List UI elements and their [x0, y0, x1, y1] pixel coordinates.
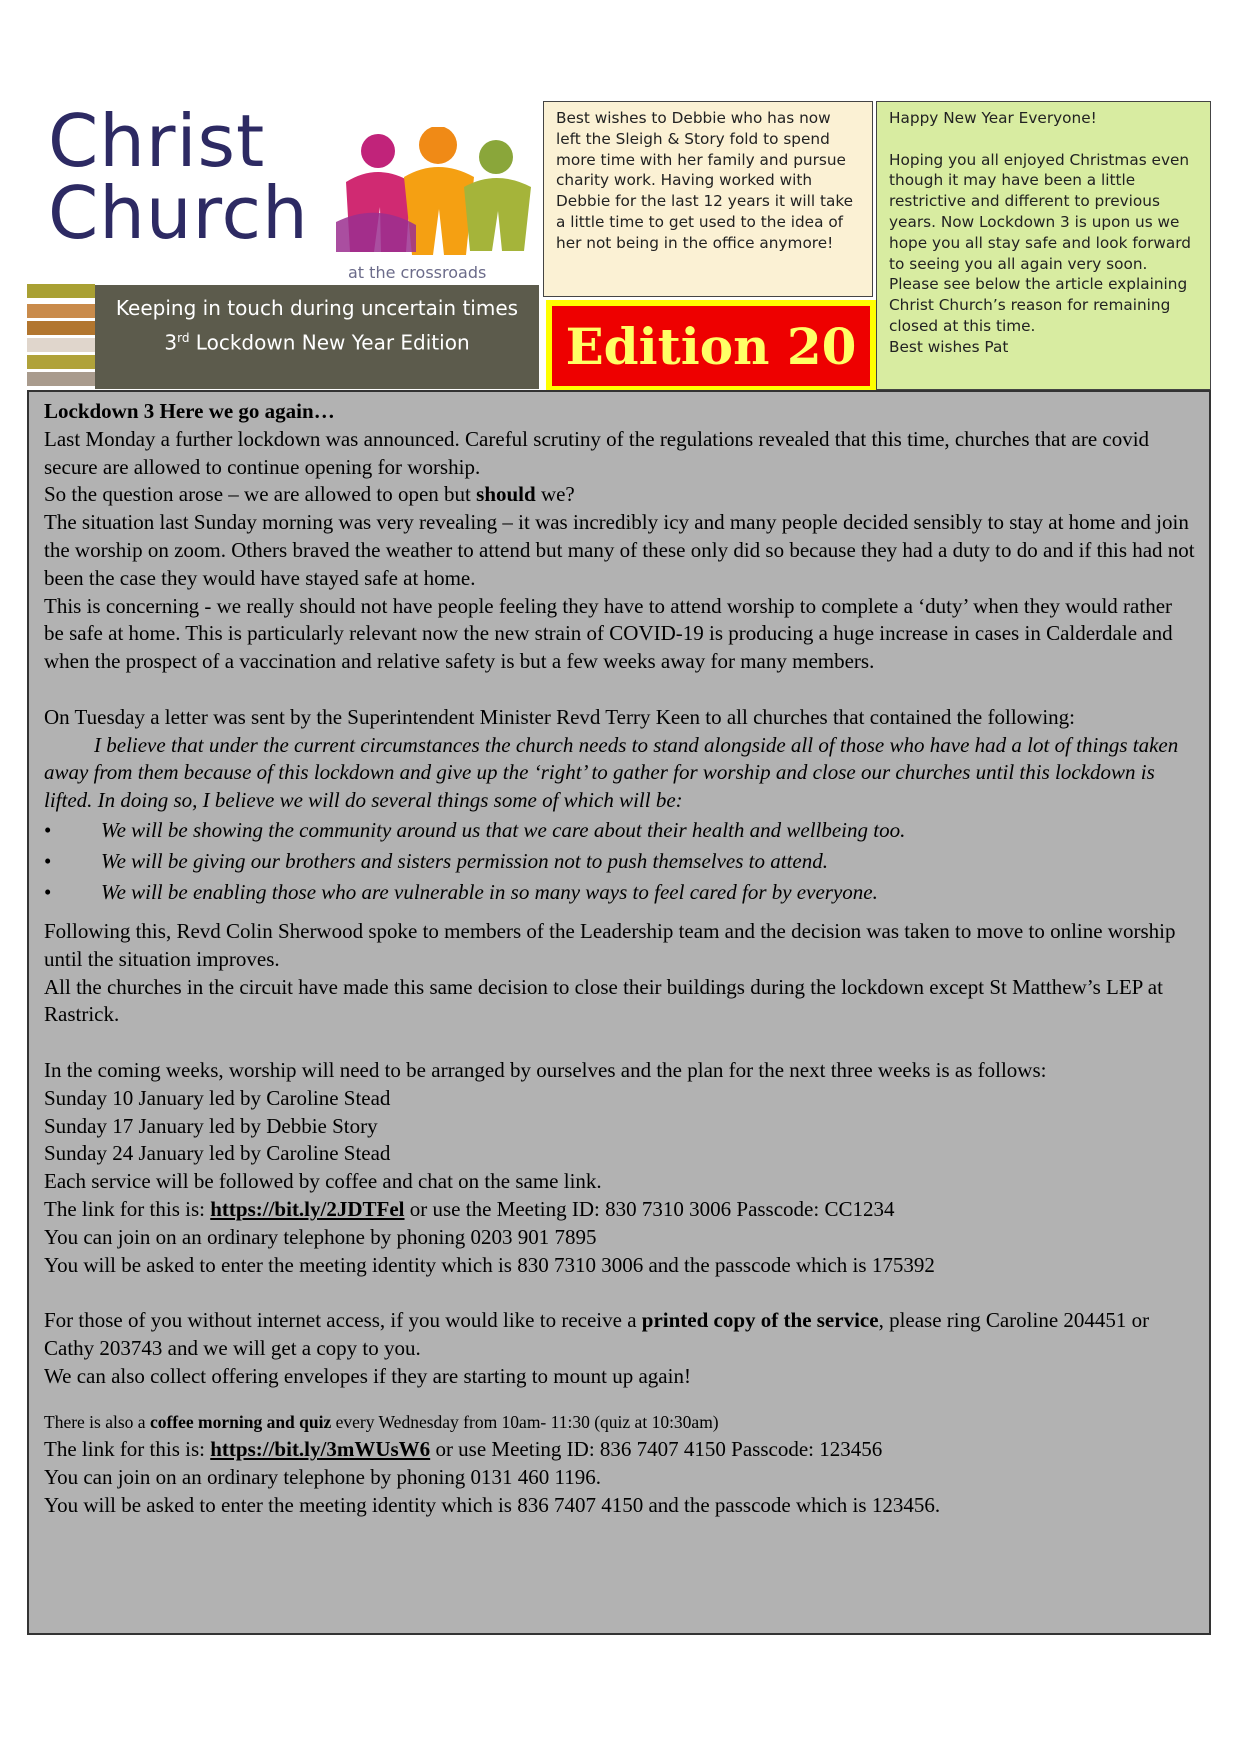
farewell-note: Best wishes to Debbie who has now left the Sleigh & Story fold to spend more time with her family and pursue charity work. Having worked with Debbie for the last 12 years it will take a little time to get used to the idea of her not being in the office anymore! [543, 101, 873, 297]
banner-edition-name: Lockdown New Year Edition [189, 330, 470, 355]
emphasis: printed copy of the service [641, 1308, 879, 1333]
article-paragraph [44, 1409, 1195, 1437]
bullet-icon: • [44, 848, 52, 873]
article-paragraph: Following this, Revd Colin Sherwood spoke to members of the Leadership team and the decision was taken to move to online worship until the situation improves. [44, 918, 1176, 971]
people-figures-icon [336, 127, 536, 257]
article-paragraph: You can join on an ordinary telephone by phoning 0203 901 7895 [44, 1224, 597, 1249]
logo-word-church: Church [48, 171, 309, 255]
list-item [44, 877, 1195, 908]
stripe-brown [27, 321, 95, 335]
article-paragraph: Last Monday a further lockdown was announced. Careful scrutiny of the regulations revealed that this time, churches that are covid secure are allowed to continue opening for worship. [44, 426, 1150, 479]
text-run: So the question arose – we are allowed to open but [44, 482, 477, 507]
text-run: , please ring Caroline 204451 or Cathy 203743 and we will get a copy to you. [44, 1308, 1150, 1360]
stripe-grey [27, 372, 95, 386]
bullet-icon: • [44, 879, 52, 904]
text-run: There is also a [44, 1411, 150, 1432]
text-run: we? [535, 482, 575, 507]
emphasis: should [476, 482, 536, 507]
edition-number: Edition 20 [552, 306, 870, 386]
article-paragraph: You will be asked to enter the meeting identity which is 830 7310 3006 and the passcode which is 175392 [44, 1252, 935, 1277]
stripe-light [27, 338, 95, 352]
text-run: The link for this is: [44, 1196, 211, 1221]
banner-ordinal-suffix: rd [177, 331, 190, 345]
new-year-greeting: Happy New Year Everyone! [889, 109, 1097, 127]
logo-tagline: at the crossroads [348, 263, 487, 282]
schedule-item: Sunday 24 January led by Caroline Stead [44, 1141, 391, 1166]
text-run: or use Meeting ID: 836 7407 4150 Passcode: 123456 [430, 1437, 883, 1462]
new-year-signoff: Best wishes Pat [889, 337, 1009, 356]
text-run: or use the Meeting ID: 830 7310 3006 Passcode: CC1234 [404, 1196, 895, 1221]
new-year-note [876, 101, 1211, 390]
logo-word-christ: Christ [48, 99, 266, 183]
text-run: The link for this is: [44, 1437, 211, 1462]
stripe-olive-2 [27, 355, 95, 369]
article-paragraph: Each service will be followed by coffee and chat on the same link. [44, 1169, 602, 1194]
article [27, 390, 1211, 1635]
article-paragraph: In the coming weeks, worship will need to be arranged by ourselves and the plan for the next three weeks is as follows: [44, 1057, 1047, 1082]
meeting-link-line [44, 1436, 1195, 1464]
article-paragraph [44, 481, 1195, 509]
article-paragraph: The situation last Sunday morning was very revealing – it was incredibly icy and many people decided sensibly to stay at home and join the worship on zoom. Others braved the weather to attend but many of these only did so because they had a duty to do and if this had not been the case they would have stayed safe at home. [44, 510, 1195, 590]
text-run: For those of you without internet access, if you would like to receive a [44, 1308, 642, 1333]
banner-line-1: Keeping in touch during uncertain times [115, 296, 519, 320]
article-paragraph: All the churches in the circuit have made this same decision to close their buildings during the lockdown except St Matthew’s LEP at Rastrick. [44, 974, 1163, 1027]
banner-line-2 [95, 323, 539, 358]
zoom-link-sunday[interactable]: https://bit.ly/2JDTFel [210, 1196, 405, 1221]
zoom-link-wednesday[interactable]: https://bit.ly/3mWUsW6 [210, 1437, 431, 1462]
church-logo [48, 99, 538, 285]
article-paragraph: You can join on an ordinary telephone by phoning 0131 460 1196. [44, 1465, 602, 1490]
quoted-letter: I believe that under the current circumstances the church needs to stand alongside all of those who have had a lot of things taken away from them because of this lockdown and give up the ‘right’ to gather for worship and close our churches until this lockdown is lifted. In doing so, I believe we will do several things some of which will be: [44, 732, 1179, 813]
article-paragraph: We can also collect offering envelopes if they are starting to mount up again! [44, 1363, 691, 1388]
emphasis: coffee morning and quiz [149, 1411, 332, 1432]
bullet-icon: • [44, 817, 52, 842]
edition-badge [546, 300, 876, 392]
new-year-body: Hoping you all enjoyed Christmas even though it may have been a little restrictive and different to previous years. Now Lockdown 3 is upon us we hope you all stay safe and look forward to seeing you all again very soon. Please see below the article explaining Christ Church’s reason for remaining closed at this time. [889, 150, 1191, 335]
article-heading: Lockdown 3 Here we go again… [44, 399, 335, 423]
schedule-item: Sunday 17 January led by Debbie Story [44, 1113, 378, 1138]
article-paragraph: This is concerning - we really should not have people feeling they have to attend worship to complete a ‘duty’ when they would rather be safe at home. This is particularly relevant now the new strain of COVID-19 is producing a huge increase in cases in Calderdale and when the prospect of a vaccination and relative safety is but a few weeks away for many members. [44, 593, 1173, 674]
article-paragraph: You will be asked to enter the meeting identity which is 836 7407 4150 and the passcode which is 123456. [44, 1492, 941, 1517]
list-item [44, 846, 1195, 877]
schedule-item: Sunday 10 January led by Caroline Stead [44, 1085, 391, 1110]
list-item-text: We will be giving our brothers and sisters permission not to push themselves to attend. [101, 848, 829, 873]
edition-banner [95, 285, 539, 389]
banner-ordinal: 3 [164, 330, 178, 355]
list-item-text: We will be showing the community around us that we care about their health and wellbeing too. [101, 817, 906, 842]
meeting-link-line [44, 1196, 1195, 1224]
article-paragraph: On Tuesday a letter was sent by the Superintendent Minister Revd Terry Keen to all churches that contained the following: [44, 704, 1075, 729]
stripe-tan [27, 304, 95, 318]
list-item-text: We will be enabling those who are vulnerable in so many ways to feel cared for by everyone. [101, 879, 878, 904]
article-paragraph [44, 1307, 1195, 1363]
text-run: every Wednesday from 10am- 11:30 (quiz at 10:30am) [331, 1411, 719, 1432]
stripe-olive [27, 284, 95, 298]
list-item [44, 815, 1195, 846]
